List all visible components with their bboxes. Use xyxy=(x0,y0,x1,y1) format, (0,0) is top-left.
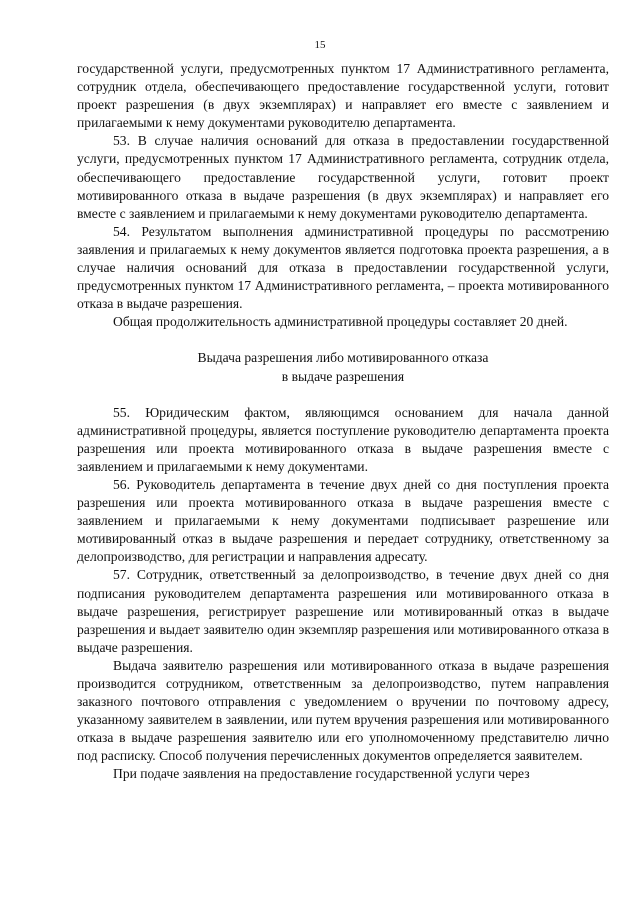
paragraph-53: 53. В случае наличия оснований для отказа в предоставлении государственной услуги, предусмотренных пунктом 17 Административного регламента, сотрудник отдела, обеспечивающего предоставление государственной услуги, готовит проект мотивированного отказа в выдаче разрешения (в двух экземплярах) и направляет его вместе с заявлением и прилагаемыми к нему документами руководителю департамента. xyxy=(77,133,609,221)
paragraph-delivery: Выдача заявителю разрешения или мотивированного отказа в выдаче разрешения производится сотрудником, ответственным за делопроизводство, путем направления заказного почтового отправления с уведомлением о вручении по почтовому адресу, указанному заявителем в заявлении, или путем вручения разрешения или мотивированного отказа в выдаче разрешения заявителю или его уполномоченному представителю лично под расписку. Способ получения перечисленных документов определяется заявителем. xyxy=(77,657,609,764)
paragraph-continued: государственной услуги, предусмотренных пунктом 17 Административного регламента, сотрудник отдела, обеспечивающего предоставление государственной услуги, готовит проект разрешения (в двух экземплярах) и направляет его вместе с заявлением и прилагаемыми к нему документами руководителю департамента. xyxy=(77,61,609,131)
page-number: 15 xyxy=(314,39,326,51)
section-heading xyxy=(77,349,609,385)
paragraph-56: 56. Руководитель департамента в течение двух дней со дня поступления проекта разрешения или проекта мотивированного отказа в выдаче разрешения вместе с заявлением и прилагаемыми к нему документами подписывает разрешение или мотивированный отказ в выдаче разрешения и передает сотруднику, ответственному за делопроизводство, для регистрации и направления адресату. xyxy=(77,476,609,565)
paragraph-55: 55. Юридическим фактом, являющимся основанием для начала данной административной процедуры, является поступление руководителю департамента проекта разрешения или проекта мотивированного отказа в выдаче разрешения вместе с заявлением и прилагаемыми к нему документами. xyxy=(77,404,609,474)
paragraph-54: 54. Результатом выполнения административной процедуры по рассмотрению заявления и прилагаемых к нему документов является подготовка проекта разрешения, а в случае наличия оснований для отказа в предоставлении государственной услуги, предусмотренных пунктом 17 Административного регламента, – проекта мотивированного отказа в выдаче разрешения. xyxy=(77,223,609,312)
paragraph-submission: При подаче заявления на предоставление государственной услуги через xyxy=(113,766,530,782)
paragraph-duration: Общая продолжительность административной процедуры составляет 20 дней. xyxy=(113,314,568,330)
paragraph-57: 57. Сотрудник, ответственный за делопроизводство, в течение двух дней со дня подписания руководителем департамента разрешения или мотивированного отказа в выдаче разрешения, регистрирует разрешение или мотивированный отказ в выдаче разрешения и выдает заявителю один экземпляр разрешения или мотивированного отказа в выдаче разрешения. xyxy=(77,567,609,655)
section-heading-line-1: Выдача разрешения либо мотивированного отказа xyxy=(197,350,489,366)
document-body xyxy=(77,60,609,784)
section-heading-line-2: в выдаче разрешения xyxy=(281,368,405,384)
